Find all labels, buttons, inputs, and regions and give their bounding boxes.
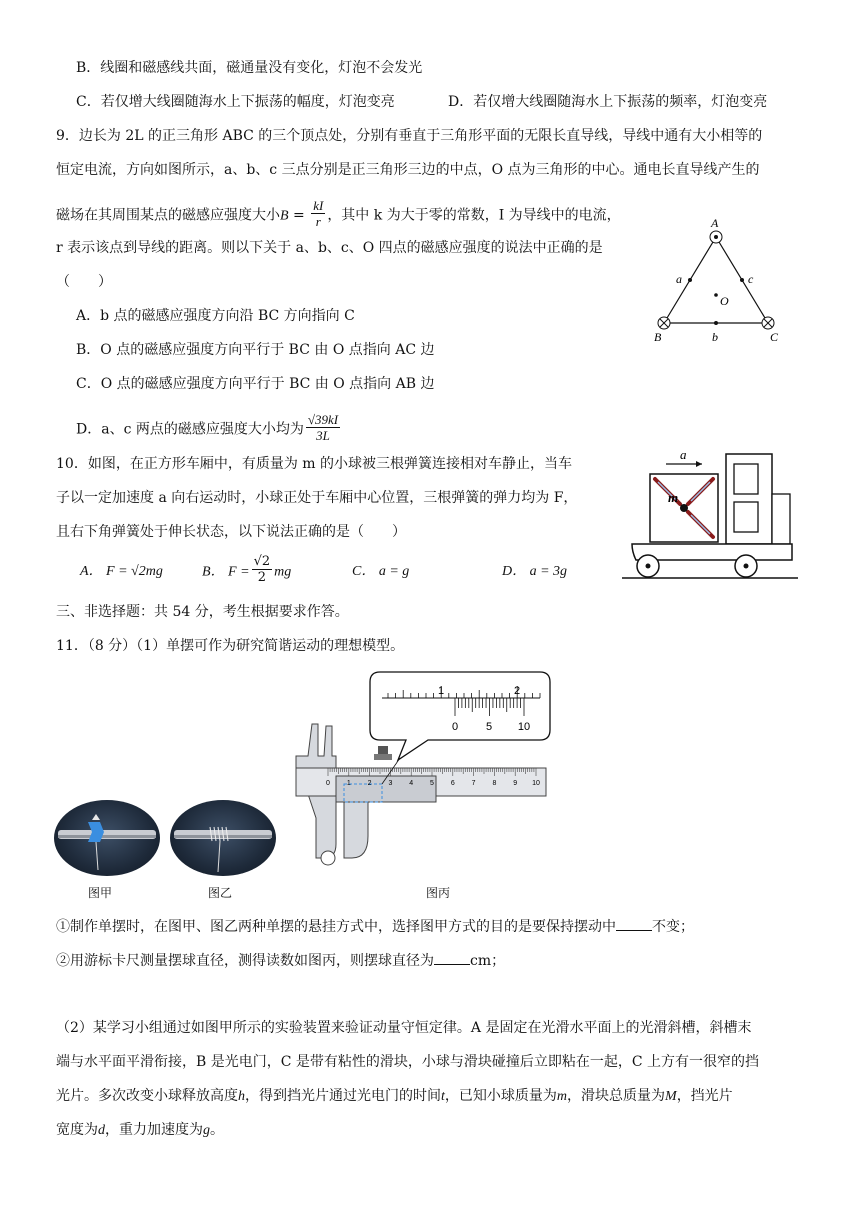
q10-option-b: B． F = $\frac{√2}{2}$ mg	[202, 554, 292, 585]
wire-b-in-icon	[658, 317, 670, 329]
caption-yi: 图乙	[208, 886, 233, 900]
main-scale-label: 3	[388, 780, 393, 787]
q11-part2-line1: （2）某学习小组通过如图甲所示的实验装置来验证动量守恒定律。A 是固定在光滑水平面上的光滑斜槽，斜槽末	[56, 1020, 752, 1036]
truck-hood	[772, 494, 790, 544]
point-b-dot	[714, 321, 718, 325]
main-scale-label: 8	[492, 780, 497, 787]
triangle-figure	[640, 215, 790, 345]
q10-option-d: D． a = 3g	[502, 564, 568, 579]
photo-jia	[54, 800, 160, 876]
point-a-dot	[688, 278, 692, 282]
wheel-left-icon	[637, 555, 659, 577]
label-C: C	[770, 330, 779, 344]
q10-option-a: A． F = √2mg	[80, 564, 163, 579]
label-b: b	[712, 330, 718, 344]
label-O: O	[720, 294, 729, 308]
zoom-vernier-label-5: 5	[485, 721, 493, 733]
q9-option-a: A．b 点的磁感应强度方向沿 BC 方向指向 C	[76, 308, 355, 324]
main-scale-label: 10	[532, 780, 540, 787]
q11-sub1: ①制作单摆时，在图甲、图乙两种单摆的悬挂方式中，选择图甲方式的目的是要保持摆动中 不变；	[56, 916, 694, 937]
zoom-main-label-2: 2	[513, 685, 521, 697]
q9-line4: r 表示该点到导线的距离。则以下关于 a、b、c、O 四点的磁感应强度的说法中正确的是	[56, 240, 603, 256]
q10-line2: 子以一定加速度 a 向右运动时，小球正处于车厢中心位置，三根弹簧的弹力均为 F，	[56, 490, 578, 506]
vernier-caliper-figure	[288, 668, 552, 880]
point-o-dot	[714, 293, 718, 297]
point-c-dot	[740, 278, 744, 282]
caliper-moving-jaw	[344, 802, 368, 858]
q9-option-b: B．O 点的磁感应强度方向平行于 BC 由 O 点指向 AC 边	[76, 342, 435, 358]
main-scale-label: 2	[367, 780, 372, 787]
caliper-slider	[336, 776, 436, 802]
main-scale-label: 6	[450, 780, 455, 787]
q9-answer-paren: （ ）	[56, 274, 112, 290]
q8-option-b: B．线圈和磁感线共面，磁通量没有变化，灯泡不会发光	[76, 60, 423, 76]
main-scale-label: 9	[513, 780, 518, 787]
q8-option-d: D．若仅增大线圈随海水上下振荡的频率，灯泡变亮	[448, 94, 768, 110]
q10-option-c: C． a = g	[352, 564, 410, 579]
main-scale-label: 5	[430, 780, 434, 787]
caliper-ball-icon	[321, 851, 335, 865]
zoom-callout	[370, 672, 550, 760]
wire-a-out-icon	[710, 231, 722, 243]
label-c: c	[748, 272, 754, 286]
label-m: m	[668, 490, 679, 505]
label-a-accel: a	[680, 447, 687, 462]
caption-jia: 图甲	[88, 886, 113, 900]
truck-cab	[726, 454, 772, 544]
main-scale-label: 0	[326, 780, 330, 787]
q9-option-c: C．O 点的磁感应强度方向平行于 BC 由 O 点指向 AB 边	[76, 376, 435, 392]
label-B: B	[654, 330, 662, 344]
q10-line3: 且右下角弹簧处于伸长状态，以下说法正确的是（ ）	[56, 524, 406, 540]
wire-c-in-icon	[762, 317, 774, 329]
q8-option-c: C．若仅增大线圈随海水上下振荡的幅度，灯泡变亮	[76, 94, 395, 110]
answer-blank-1[interactable]	[616, 916, 652, 931]
main-scale-label: 4	[409, 780, 414, 787]
photo-yi	[170, 800, 276, 876]
main-scale-label: 7	[471, 780, 476, 787]
q10-line1: 10．如图，在正方形车厢中，有质量为 m 的小球被三根弹簧连接相对车静止，当车	[56, 456, 572, 472]
q9-line3: 磁场在其周围某点的磁感应强度大小B = $\frac{kI}{r}$ ，其中 k 为大于零的常数，I 为导线中的电流，	[56, 198, 621, 229]
wheel-right-icon	[735, 555, 757, 577]
q11-part2-line2: 端与水平面平滑衔接，B 是光电门，C 是带有粘性的滑块，小球与滑块碰撞后立即粘在一起，C 上方有一很窄的挡	[56, 1054, 760, 1070]
truck-figure	[618, 446, 800, 582]
answer-blank-2[interactable]	[434, 950, 470, 965]
q11-part2-line4: 宽度为d，重力加速度为g。	[56, 1122, 224, 1138]
ball-m	[680, 504, 688, 512]
zoom-vernier-label-10: 10	[517, 721, 531, 733]
caption-bing: 图丙	[426, 886, 451, 900]
label-a: a	[676, 272, 682, 286]
q9-line1: 9．边长为 2L 的正三角形 ABC 的三个顶点处，分别有垂直于三角形平面的无限长直导线，导线中通有大小相等的	[56, 128, 763, 144]
section-3-heading: 三、非选择题：共 54 分，考生根据要求作答。	[56, 604, 349, 620]
q9-option-d: D．a、c 两点的磁感应强度大小均为 $\frac{√39kI}{3L}$	[76, 412, 339, 443]
zoom-vernier-label-0: 0	[451, 721, 459, 733]
label-A: A	[711, 216, 719, 230]
zoom-main-label-1: 1	[437, 685, 445, 697]
q11-sub2: ②用游标卡尺测量摆球直径，测得读数如图丙，则摆球直径为 cm；	[56, 950, 505, 971]
q11-part2-line3: 光片。多次改变小球释放高度h，得到挡光片通过光电门的时间t，已知小球质量为m，滑块总质量为M，挡光片	[56, 1088, 733, 1104]
main-scale-label: 1	[346, 780, 351, 787]
q11-heading: 11．（8 分）（1）单摆可作为研究简谐运动的理想模型。	[56, 638, 405, 654]
q9-line2: 恒定电流，方向如图所示，a、b、c 三点分别是正三角形三边的中点，O 点为三角形的中心。通电长直导线产生的	[56, 162, 760, 178]
